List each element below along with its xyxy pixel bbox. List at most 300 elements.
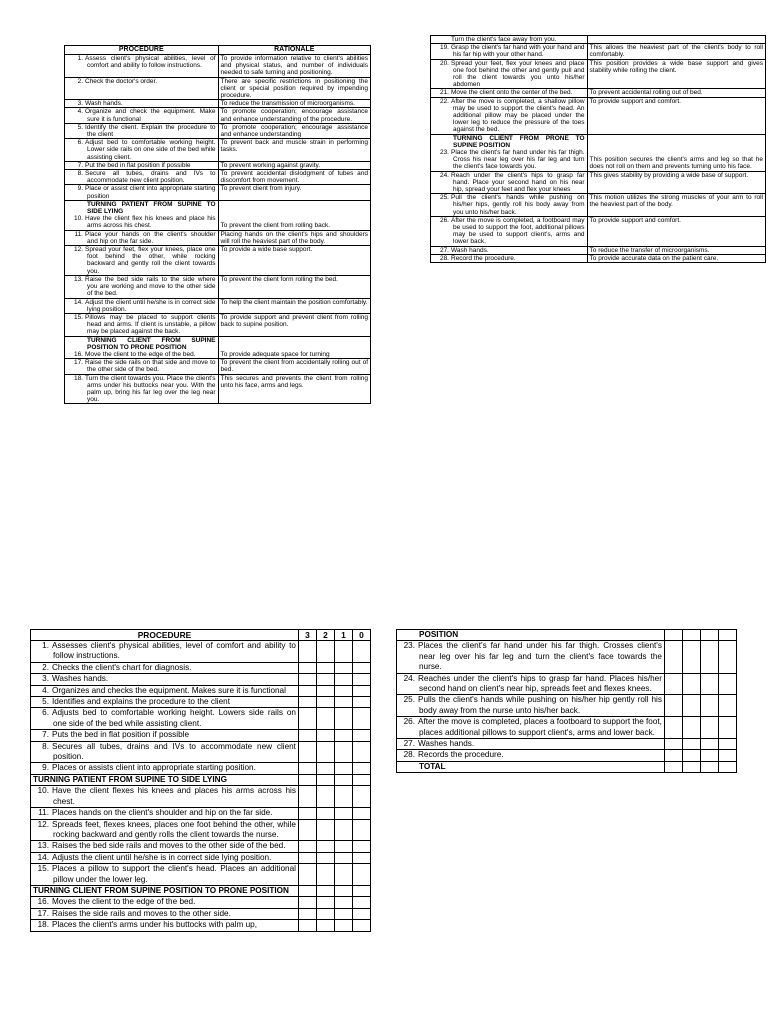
step-number: 3. — [42, 674, 49, 684]
procedure-cell — [65, 298, 219, 313]
procedure-cell — [431, 171, 588, 194]
score-cell — [664, 739, 682, 750]
procedure-text: Place your hands on the client's shoulder and hip on the far side. — [85, 230, 216, 245]
score-cell — [316, 685, 334, 696]
procedure-text: Identifies and explains the procedure to the client — [52, 697, 230, 707]
table-row — [65, 185, 371, 200]
procedure-line — [399, 641, 662, 672]
score-cell — [316, 897, 334, 908]
procedure-line — [433, 44, 585, 58]
section-heading: TURNING PATIENT FROM SUPINE TO SIDE LYING — [87, 200, 216, 216]
procedure-line — [433, 89, 585, 96]
table-row — [65, 359, 371, 374]
procedure-cell — [431, 97, 588, 134]
step-number: 26. — [403, 717, 415, 727]
rationale-cell: To prevent working against gravity. — [218, 161, 370, 169]
rationale-cell — [587, 36, 765, 44]
score-cell — [334, 741, 352, 763]
procedure-text: Adjusts bed to comfortable working height. Lowers side rails on one side of the bed while assisting client. — [52, 708, 296, 728]
score-cell — [664, 630, 682, 641]
procedure-line — [33, 909, 296, 919]
score-cell — [316, 908, 334, 919]
procedure-text: Places the client's arms under his buttocks with palm up, — [52, 920, 257, 930]
step-number: 4. — [77, 108, 83, 116]
procedure-cell — [65, 185, 219, 200]
score-cell — [352, 708, 370, 730]
score-cell — [718, 630, 736, 641]
step-number: 6. — [42, 708, 49, 718]
section-heading: TURNING CLIENT FROM SUPINE POSITION TO PRONE POSITION — [33, 885, 289, 895]
rationale-cell: There are specific restrictions in positioning the client or special position required by impending procedure. — [218, 77, 370, 100]
procedure-line — [67, 185, 216, 199]
procedure-cell — [65, 123, 219, 138]
procedure-text: Move the client onto the center of the bed. — [451, 89, 573, 97]
checklist-table-left — [30, 629, 371, 932]
score-cell — [316, 786, 334, 808]
procedure-line — [433, 247, 585, 254]
table-row — [65, 100, 371, 108]
table-row — [431, 194, 766, 217]
step-number: 11. — [74, 230, 83, 238]
procedure-line — [67, 276, 216, 298]
score-cell — [682, 695, 700, 717]
step-number: 8. — [42, 741, 49, 751]
procedure-cell — [397, 673, 665, 695]
procedure-cell — [31, 697, 299, 708]
rationale-cell: To reduce the transmission of microorganisms. — [218, 100, 370, 108]
table-row — [31, 741, 371, 763]
procedure-cell — [65, 230, 219, 245]
table-row — [31, 674, 371, 685]
procedure-text: Secures all tubes, drains and IVs to accommodate new client position. — [52, 741, 296, 762]
score-cell — [352, 741, 370, 763]
score-cell — [334, 808, 352, 819]
step-number: 20. — [439, 59, 449, 67]
procedure-cell — [31, 819, 299, 841]
score-cell — [298, 841, 316, 852]
procedure-cell — [431, 246, 588, 254]
procedure-line — [399, 739, 662, 749]
section-heading: TURNING CLIENT FROM SUPINE POSITION TO PRONE POSITION — [87, 336, 216, 351]
procedure-cell — [431, 216, 588, 246]
table-row — [431, 59, 766, 89]
step-number: 16. — [73, 350, 83, 358]
step-number: 16. — [37, 897, 49, 907]
procedure-cell — [31, 674, 299, 685]
procedure-cell — [65, 170, 219, 185]
procedure-header: PROCEDURE — [31, 630, 299, 641]
score-cell — [700, 761, 718, 772]
procedure-cell — [431, 59, 588, 89]
table-row — [397, 761, 737, 772]
procedure-cell — [31, 741, 299, 763]
rationale-cell: To reduce the transfer of microorganisms. — [587, 246, 765, 254]
procedure-line — [33, 742, 296, 763]
section-heading: TURNING PATIENT FROM SUPINE TO SIDE LYING — [33, 774, 227, 784]
step-number: 14. — [73, 298, 83, 306]
score-cell — [718, 761, 736, 772]
step-number: 5. — [42, 697, 49, 707]
table-row — [31, 641, 371, 663]
score-cell — [682, 761, 700, 772]
score-cell — [316, 674, 334, 685]
table-row — [65, 374, 371, 404]
procedure-line — [433, 60, 585, 89]
score-cell — [700, 673, 718, 695]
procedure-text: Puts the bed in flat position if possible — [52, 730, 189, 740]
procedure-line — [33, 786, 296, 807]
rationale-cell: To prevent back and muscle strain in performing tasks. — [218, 139, 370, 162]
score-cell — [700, 641, 718, 673]
rationale-cell: This secures and prevents the client from rolling unto his face, arms and legs. — [218, 374, 370, 404]
table-row — [65, 200, 371, 230]
score-cell — [334, 920, 352, 931]
step-number: 1. — [77, 55, 83, 62]
procedure-line — [433, 36, 585, 43]
procedure-text: Organize and check the equipment. Make sure it is functional — [85, 108, 216, 123]
table-row — [31, 685, 371, 696]
procedure-text: Wash hands. — [85, 100, 123, 108]
rationale-cell: To provide support and comfort. — [587, 97, 765, 134]
rationale-cell: To provide a wide base support. — [218, 246, 370, 276]
score-cell — [334, 852, 352, 863]
rationale-cell: This position secures the client's arms and leg so that he does not roll on them and prevents turning unto his face. — [587, 134, 765, 171]
score-cell — [316, 864, 334, 886]
step-number: 21. — [439, 89, 449, 97]
procedure-cell — [431, 254, 588, 262]
rationale-cell: To provide accurate data on the patient care. — [587, 254, 765, 262]
procedure-text: Pull the client's hands while pushing on his/her hips, gently roll his body away from you unto his/her back. — [451, 194, 585, 216]
score-cell — [298, 908, 316, 919]
score-cell — [718, 739, 736, 750]
procedure-cell — [31, 641, 299, 663]
procedure-line — [33, 897, 296, 907]
procedure-line — [33, 820, 296, 841]
score-1-header: 1 — [334, 630, 352, 641]
procedure-line — [33, 841, 296, 851]
score-cell — [352, 808, 370, 819]
score-cell — [352, 819, 370, 841]
procedure-cell — [65, 336, 219, 359]
step-number: 26. — [439, 216, 449, 224]
step-number: 15. — [73, 313, 83, 321]
step-number: 28. — [403, 750, 415, 760]
procedure-cell — [31, 763, 299, 774]
step-number: 25. — [403, 695, 415, 705]
score-cell — [352, 697, 370, 708]
procedure-line — [33, 853, 296, 863]
score-cell — [334, 763, 352, 774]
step-number: 27. — [439, 246, 449, 254]
table-row — [31, 697, 371, 708]
procedure-text: Adjust bed to comfortable working height. Lower side rails on one side of the bed while assisting client. — [85, 139, 216, 161]
procedure-line — [33, 864, 296, 885]
procedure-text: Raises the side rails and moves to the other side. — [52, 908, 231, 918]
table-row — [31, 730, 371, 741]
step-number: 13. — [37, 841, 49, 851]
table-row — [397, 695, 737, 717]
score-cell — [352, 763, 370, 774]
procedure-line — [33, 674, 296, 684]
score-cell — [664, 750, 682, 761]
table-header-row — [65, 46, 371, 55]
step-number: 3. — [77, 100, 83, 108]
score-cell — [298, 685, 316, 696]
score-cell — [316, 852, 334, 863]
score-cell — [334, 774, 352, 785]
score-cell — [352, 674, 370, 685]
table-row — [65, 161, 371, 169]
score-cell — [334, 908, 352, 919]
step-number: 10. — [73, 215, 83, 223]
procedure-text: After the move is completed, a footboard may be used to support the foot, additional pillows may be used to support client's, arms and lower back. — [451, 216, 585, 246]
table-row — [397, 641, 737, 673]
procedure-text: Have the client flexes his knees and places his arms across his chest. — [52, 786, 296, 806]
rationale-cell: To provide adequate space for turning — [218, 336, 370, 359]
score-cell — [316, 819, 334, 841]
procedure-text: Assess client's physical abilities, level of comfort and ability to follow instructions. — [85, 55, 216, 70]
score-cell — [316, 697, 334, 708]
rationale-cell: This allows the heaviest part of the client's body to roll comfortably. — [587, 44, 765, 59]
score-cell — [298, 920, 316, 931]
table-row — [31, 819, 371, 841]
score-3-header: 3 — [298, 630, 316, 641]
procedure-text: Adjust the client until he/she is in correct side lying position. — [85, 298, 216, 313]
table-row — [65, 336, 371, 359]
step-number: 10. — [37, 786, 49, 796]
procedure-line — [399, 674, 662, 695]
table-row — [397, 673, 737, 695]
score-cell — [298, 763, 316, 774]
score-cell — [334, 708, 352, 730]
step-number: 11. — [38, 808, 49, 818]
procedure-text: Records the procedure. — [418, 750, 504, 760]
procedure-line — [67, 162, 216, 169]
score-cell — [316, 662, 334, 673]
score-cell — [298, 641, 316, 663]
score-cell — [334, 697, 352, 708]
step-number: 25. — [439, 194, 449, 202]
score-cell — [334, 730, 352, 741]
score-cell — [316, 708, 334, 730]
score-cell — [334, 662, 352, 673]
rationale-cell: To promote cooperation; encourage assistance and enhance understanding — [218, 123, 370, 138]
step-number: 15. — [37, 864, 49, 874]
step-number: 23. — [403, 641, 415, 651]
table-row — [31, 841, 371, 852]
total-label: TOTAL — [419, 761, 446, 771]
rationale-cell: To provide information relative to client's abilities and physical status, and number of individuals needed to safe turning and positioning. — [218, 55, 370, 78]
procedure-text: Checks the client's chart for diagnosis. — [52, 662, 192, 672]
score-cell — [298, 708, 316, 730]
procedure-text: Raise the side rails on that side and move to the other side of the bed. — [85, 359, 216, 374]
procedure-text: Check the doctor's order. — [85, 77, 158, 85]
procedure-cell — [65, 108, 219, 123]
score-cell — [334, 897, 352, 908]
rationale-cell: This motion utilizes the strong muscles of your arm to roll the heaviest part of the body. — [587, 194, 765, 217]
score-cell — [298, 674, 316, 685]
table-row — [431, 134, 766, 171]
table-row — [65, 230, 371, 245]
score-cell — [298, 808, 316, 819]
procedure-header: PROCEDURE — [65, 46, 219, 55]
score-cell — [352, 852, 370, 863]
score-cell — [298, 819, 316, 841]
table-row — [431, 216, 766, 246]
step-number: 24. — [439, 171, 449, 179]
score-cell — [298, 864, 316, 886]
step-number: 28. — [439, 254, 449, 262]
table-row — [31, 852, 371, 863]
procedure-text: Record the procedure. — [451, 254, 516, 262]
rationale-table-right — [430, 35, 766, 263]
procedure-text: Move the client to the edge of the bed. — [85, 350, 196, 358]
procedure-cell — [65, 100, 219, 108]
score-cell — [352, 885, 370, 896]
step-number: 18. — [37, 920, 49, 930]
procedure-cell — [65, 77, 219, 100]
score-cell — [718, 750, 736, 761]
procedure-line — [33, 686, 296, 696]
procedure-text: Grasp the client's far hand with your hand and his far hip with your other hand. — [451, 44, 585, 59]
score-cell — [316, 885, 334, 896]
table-row — [397, 739, 737, 750]
procedure-line — [399, 717, 662, 738]
rationale-table-left — [64, 45, 371, 404]
step-number: 14. — [37, 852, 49, 862]
step-number: 1. — [42, 641, 49, 650]
table-row — [65, 313, 371, 336]
procedure-text: Have the client flex his knees and place his arms across his chest. — [85, 215, 216, 230]
score-cell — [298, 697, 316, 708]
procedure-text: Pulls the client's hands while pushing on his/her hip gently roll his body away from the nurse unto his/her back. — [418, 695, 662, 715]
procedure-text: Identify the client. Explain the procedure to the client — [85, 123, 216, 139]
procedure-line — [67, 375, 216, 404]
score-cell — [298, 741, 316, 763]
step-number: 24. — [403, 673, 415, 683]
procedure-cell — [65, 55, 219, 78]
section-heading: TURNING CLIENT FROM PRONE TO SUPINE POSITION — [453, 134, 585, 149]
rationale-cell: To prevent the client form rolling the bed. — [218, 275, 370, 298]
procedure-text: Spread your feet, flex your knees, place one foot behind the other, while rocking backward and gently roll the client towards you. — [85, 246, 216, 275]
procedure-text: Organizes and checks the equipment. Makes sure it is functional — [52, 685, 286, 695]
rationale-cell: To help the client maintain the position comfortably. — [218, 298, 370, 313]
score-cell — [718, 673, 736, 695]
step-number: 6. — [77, 139, 83, 147]
table-row — [31, 763, 371, 774]
rationale-cell: To prevent client from injury. — [218, 185, 370, 200]
procedure-text: Place or assist client into appropriate starting position — [85, 185, 216, 200]
procedure-line — [433, 255, 585, 262]
procedure-line — [67, 108, 216, 122]
step-number: 12. — [37, 819, 49, 829]
procedure-text: Wash hands. — [451, 246, 489, 254]
score-cell — [718, 641, 736, 673]
score-cell — [352, 920, 370, 931]
score-cell — [682, 630, 700, 641]
procedure-line — [33, 730, 296, 740]
procedure-cell — [431, 44, 588, 59]
score-cell — [334, 674, 352, 685]
procedure-line — [67, 124, 216, 138]
procedure-cell — [31, 808, 299, 819]
step-number: 9. — [77, 185, 83, 193]
score-cell — [352, 841, 370, 852]
score-cell — [718, 717, 736, 739]
score-cell — [664, 695, 682, 717]
table-row — [31, 786, 371, 808]
procedure-line — [67, 351, 216, 358]
score-cell — [700, 750, 718, 761]
rationale-cell: To prevent the client from rolling back. — [218, 200, 370, 230]
score-cell — [298, 885, 316, 896]
score-cell — [682, 750, 700, 761]
rationale-cell: Placing hands on the client's hips and shoulders will roll the heaviest part of the body. — [218, 230, 370, 245]
procedure-cell — [31, 841, 299, 852]
step-number: 18. — [73, 374, 83, 382]
procedure-cell — [31, 864, 299, 886]
score-2-header: 2 — [316, 630, 334, 641]
score-cell — [352, 786, 370, 808]
score-cell — [316, 641, 334, 663]
rationale-cell: This position provides a wide base support and gives stability while rolling the client. — [587, 59, 765, 89]
procedure-cell — [65, 161, 219, 169]
step-number: 13. — [73, 275, 83, 283]
step-number: 5. — [77, 123, 83, 131]
procedure-line — [33, 920, 296, 930]
score-cell — [718, 695, 736, 717]
score-cell — [664, 673, 682, 695]
procedure-cell — [397, 641, 665, 673]
table-row — [397, 630, 737, 641]
score-cell — [700, 739, 718, 750]
score-cell — [298, 662, 316, 673]
step-number: 9. — [42, 763, 49, 773]
procedure-text: Secure all tubes, drains and IVs to accommodate new client position. — [85, 170, 216, 185]
procedure-text: Assesses client's physical abilities, level of comfort and ability to follow instructions. — [52, 641, 296, 661]
step-number: 7. — [77, 161, 83, 169]
step-number: 22. — [439, 97, 449, 105]
procedure-line — [67, 170, 216, 184]
score-cell — [682, 641, 700, 673]
procedure-line — [433, 149, 585, 171]
table-row — [65, 108, 371, 123]
rationale-cell: This gives stability by providing a wide base of support. — [587, 171, 765, 194]
procedure-line — [67, 55, 216, 69]
procedure-cell — [397, 750, 665, 761]
procedure-line — [33, 641, 296, 662]
procedure-line — [399, 695, 662, 716]
table-row — [31, 708, 371, 730]
heading-cell — [31, 774, 299, 785]
score-cell — [316, 808, 334, 819]
score-cell — [334, 864, 352, 886]
table-row — [65, 275, 371, 298]
table-row — [65, 246, 371, 276]
rationale-header: RATIONALE — [218, 46, 370, 55]
step-number: 8. — [77, 170, 83, 178]
procedure-cell — [65, 313, 219, 336]
procedure-cell — [431, 89, 588, 97]
table-row — [31, 908, 371, 919]
score-cell — [298, 786, 316, 808]
procedure-text: Spreads feet, flexes knees, places one foot behind the other, while rocking backward and gently rolls the client towards the nurse. — [52, 819, 296, 839]
procedure-cell — [65, 246, 219, 276]
procedure-line — [399, 750, 662, 760]
procedure-text: Moves the client to the edge of the bed. — [52, 897, 196, 907]
procedure-text: Turn the client's face away from you. — [451, 36, 557, 43]
table-row — [31, 885, 371, 896]
